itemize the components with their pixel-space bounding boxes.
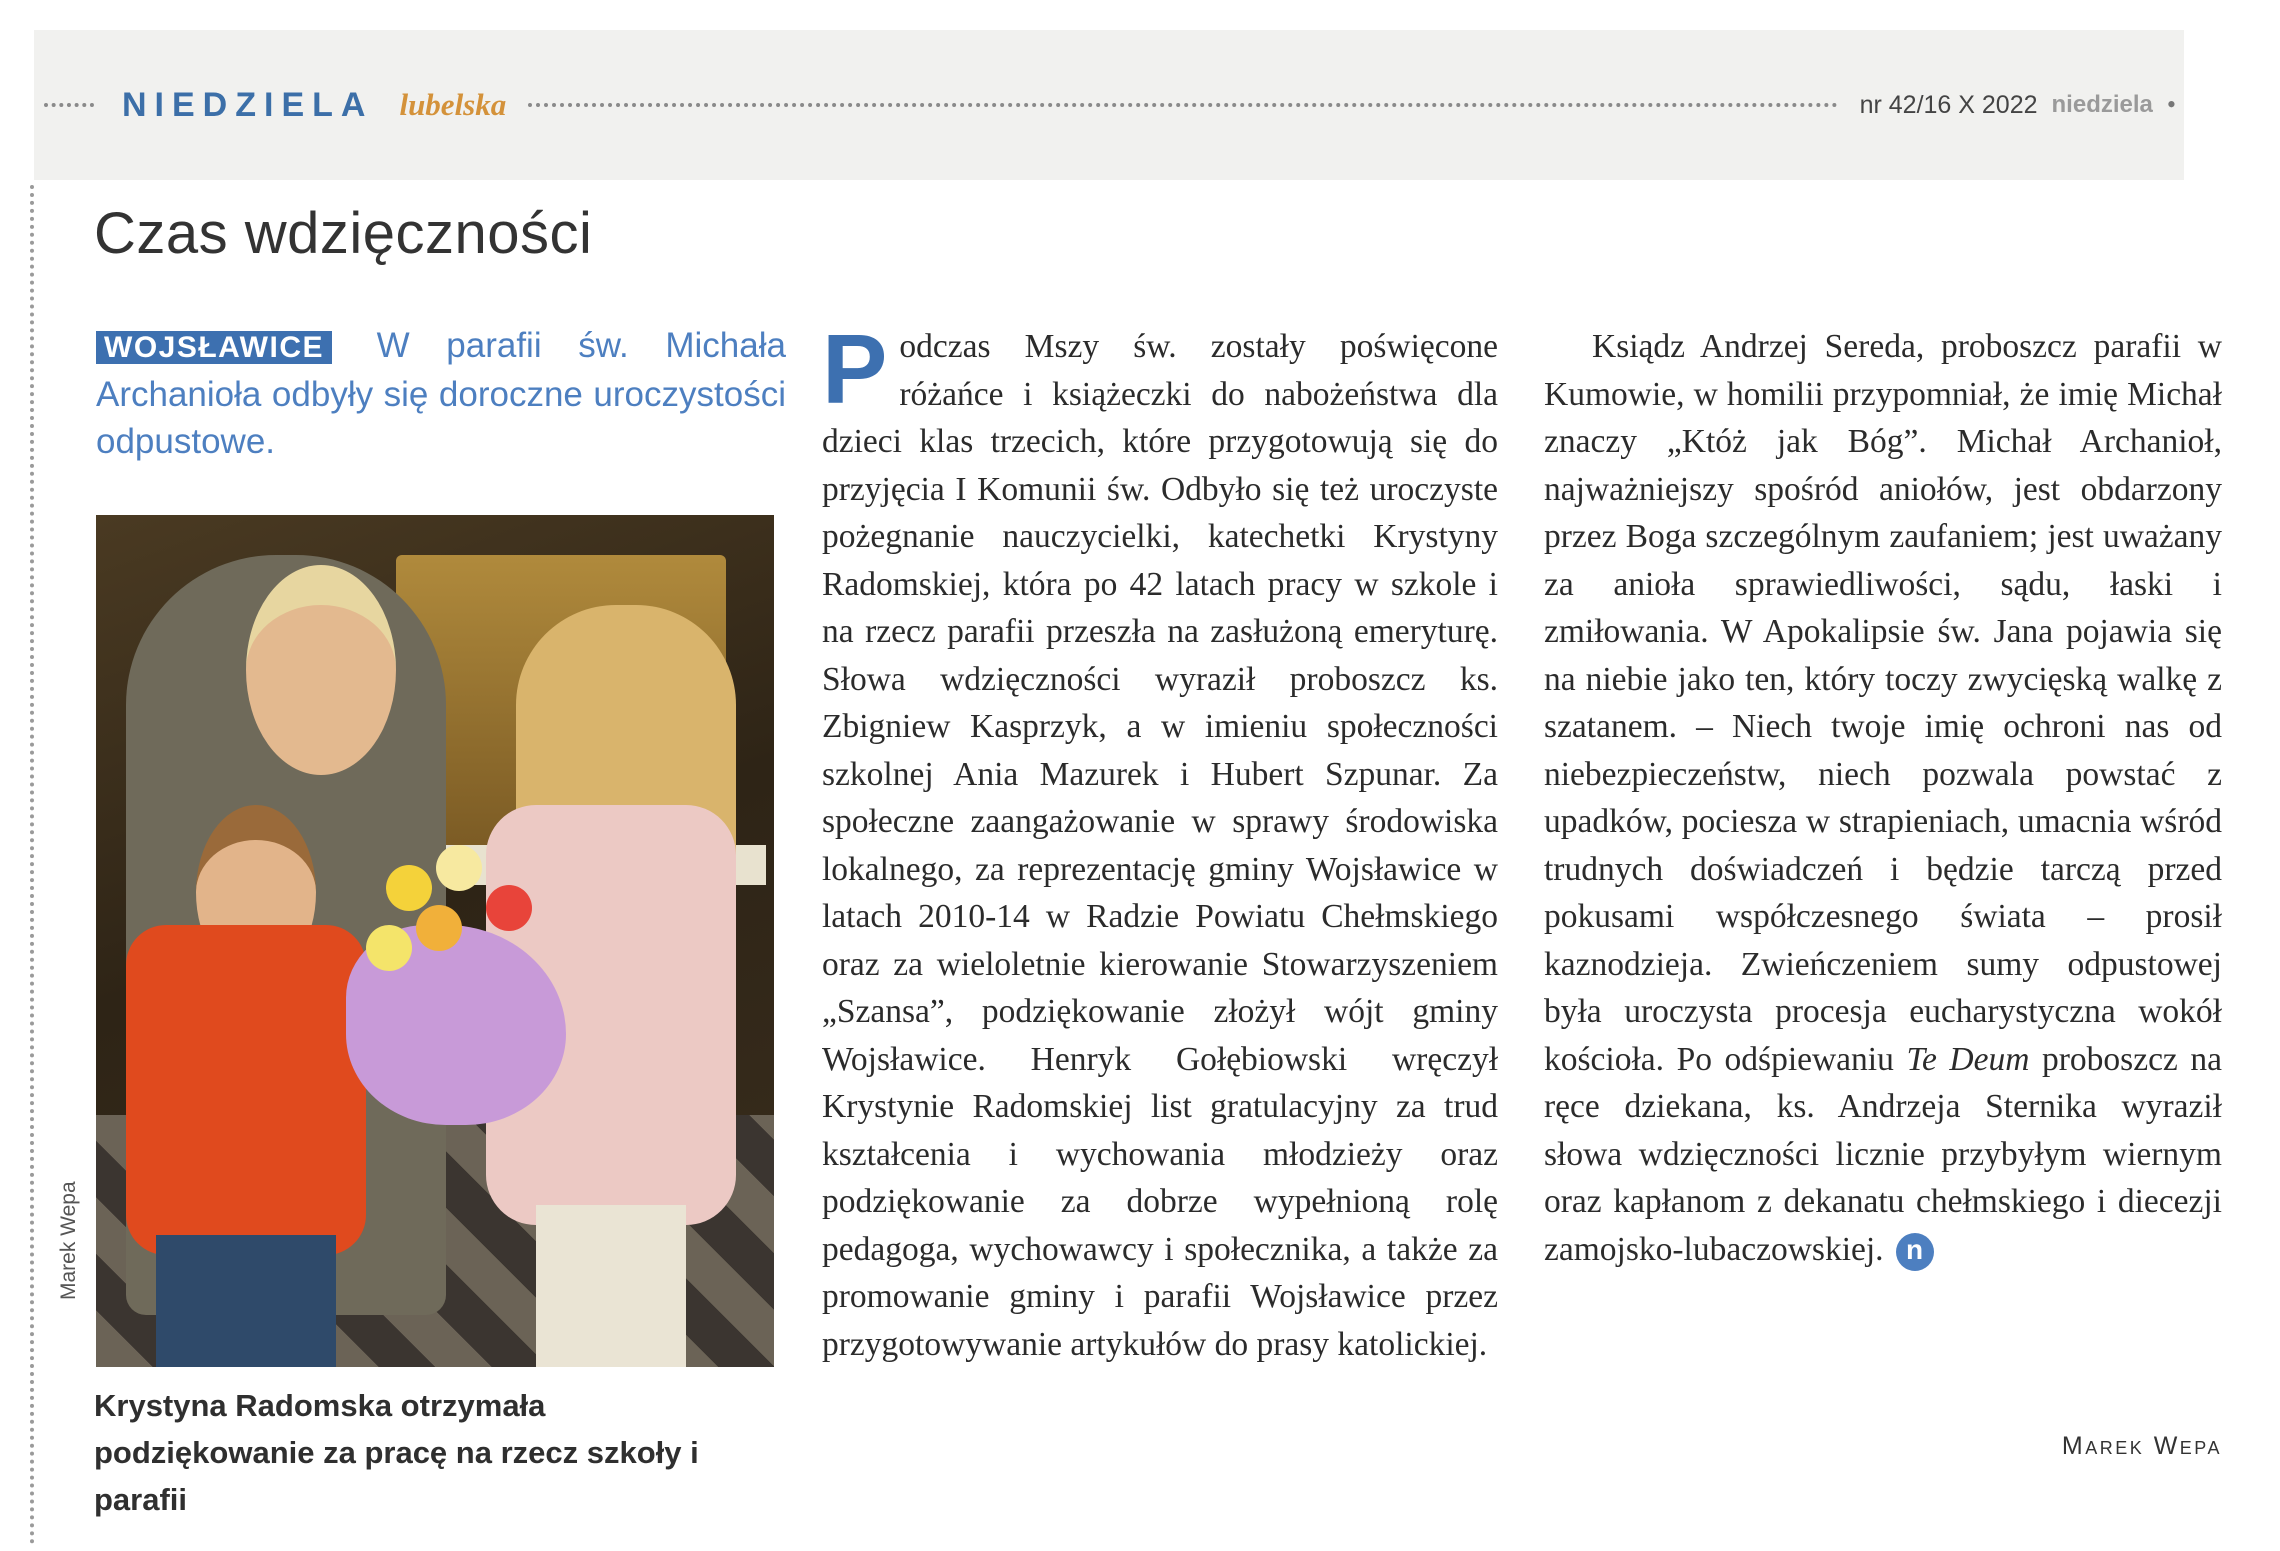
photo-caption: Krystyna Radomska otrzymała podziękowanie za pracę na rzecz szkoły i parafii [94,1388,699,1517]
article-body-column-1 [822,314,1498,1368]
body-text-2b: proboszcz na ręce dziekana, ks. Andrzeja Sternika wyraził słowa wdzięczności licznie przybyłym wiernym oraz kapłanom z dekanatu chełmskiego i diecezji zamojsko-lubaczowskiej. [1544,1040,2222,1268]
flower [436,845,482,891]
photo-woman-head [246,565,396,775]
flower [366,925,412,971]
lead-text: W parafii św. Michała Archanioła odbyły się doroczne uroczystości odpustowe. [96,326,786,461]
photo-girl-legs [536,1205,686,1367]
page-header [34,82,2184,128]
photo-credit: Marek Wepa [57,1181,80,1300]
flower [386,865,432,911]
page-margin-dotted-rule [30,185,34,1545]
body-text-2-italic: Te Deum [1906,1040,2030,1078]
photo-bouquet [326,805,606,1105]
article-author: Marek Wepa [2061,1432,2222,1460]
article-photo [96,515,774,1367]
header-dots-left [44,103,94,107]
article-lead [96,322,786,465]
magazine-brand: NIEDZIELA [122,85,374,124]
end-of-article-icon: n [1896,1233,1934,1271]
location-tag: WOJSŁAWICE [96,331,332,364]
issue-number-date: nr 42/16 X 2022 [1859,90,2038,119]
edition-region: lubelska [399,87,507,122]
drop-cap: P [822,314,888,424]
magazine-brand-small: niedziela [2051,91,2153,118]
body-text-1: odczas Mszy św. zostały poświęcone różańce i książeczki do nabożeństwa dla dzieci klas trzecich, które przygotowują się do przyjęcia I Komunii św. Odbyło się też uroczyste pożegnanie nauczycielki, katechetki Krystyny Radomskiej, która po 42 latach pracy w szkole i na rzecz parafii przeszła na zasłużoną emeryturę. Słowa wdzięczności wyraził proboszcz ks. Zbigniew Kasprzyk, a w imieniu społeczności szkolnej Ania Mazurek i Hubert Szpunar. Za społeczne zaangażowanie w sprawy środowiska lokalnego, za reprezentację gminy Wojsławice w latach 2010-14 w Radzie Powiatu Chełmskiego oraz za wieloletnie kierowanie Stowarzyszeniem „Szansa”, podziękowanie złożył wójt gminy Wojsławice. Henryk Gołębiowski wręczył Krystynie Radomskiej list gratulacyjny za trud kształcenia i wychowania młodzieży oraz podziękowanie za dobrze wypełnioną rolę pedagoga, wychowawcy i społecznika, a także za promowanie gminy i parafii Wojsławice przez przygotowywanie artykułów do prasy katolickiej. [822,328,1498,1363]
flower [486,885,532,931]
photo-boy-legs [156,1235,336,1367]
article-body-column-2 [1544,323,2222,1273]
header-end-dot: • [2166,90,2176,119]
flower [416,905,462,951]
body-text-2a: Ksiądz Andrzej Sereda, proboszcz parafii w Kumowie, w homilii przypomniał, że imię Michał znaczy „Któż jak Bóg”. Michał Archanioł, najważniejszy spośród aniołów, jest obdarzony przez Boga szczególnym zaufaniem; jest uważany za anioła sprawiedliwości, sądu, łaski i zmiłowania. W Apokalipsie św. Jana pojawia się na niebie jako ten, który toczy zwycięską walkę z szatanem. – Niech twoje imię ochroni nas od niebezpieczeństw, niech pozwala powstać z upadków, pociesza w strapieniach, umacnia wśród trudnych doświadczeń i będzie tarczą przed pokusami współczesnego świata – prosił kaznodzieja. Zwieńczeniem sumy odpustowej była uroczysta procesja eucharystyczna wokół kościoła. Po odśpiewaniu [1544,328,2222,1078]
article-title: Czas wdzięczności [94,201,593,266]
header-dots-middle [528,103,1837,107]
